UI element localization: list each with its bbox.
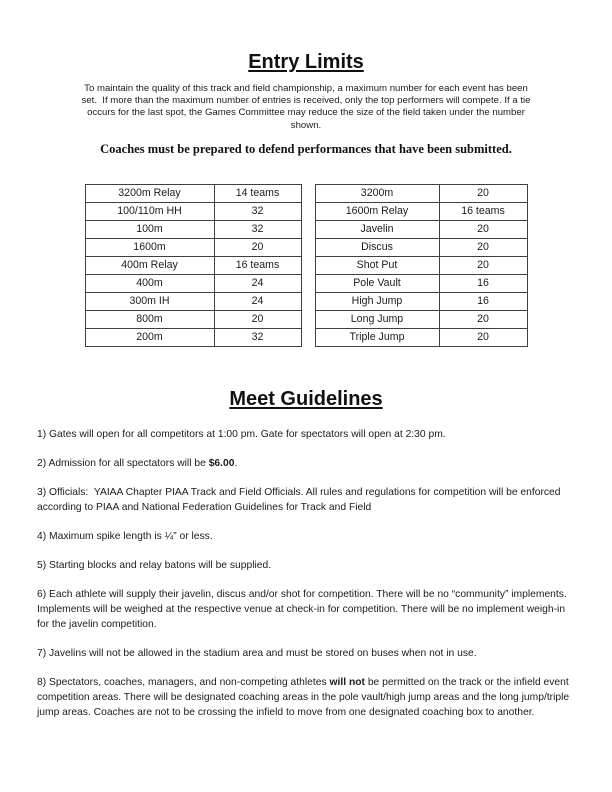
entry-limits-table-left xyxy=(85,184,302,347)
limit-cell: 20 xyxy=(439,220,527,238)
table-row xyxy=(315,274,527,292)
guideline-text: 2) Admission for all spectators will be xyxy=(37,457,209,469)
limit-cell: 20 xyxy=(214,310,301,328)
limit-cell: 32 xyxy=(214,220,301,238)
entry-limits-table-right xyxy=(315,184,528,347)
table-row xyxy=(85,202,301,220)
table-row xyxy=(85,238,301,256)
limit-cell: 32 xyxy=(214,328,301,346)
table-row xyxy=(85,292,301,310)
guideline-text: 6) Each athlete will supply their javelin, discus and/or shot for competition. There will be no “community” implements. Implements will be weighed at the respective venue at check-in for competition. There will be no implement weigh-in for the javelin competition. xyxy=(37,588,570,630)
limit-cell: 20 xyxy=(439,256,527,274)
table-row xyxy=(315,292,527,310)
event-cell: 800m xyxy=(85,310,214,328)
guideline-item xyxy=(37,485,578,515)
event-cell: 300m IH xyxy=(85,292,214,310)
table-row xyxy=(85,328,301,346)
limit-cell: 20 xyxy=(439,328,527,346)
entry-limits-intro: To maintain the quality of this track and field championship, a maximum number for each event has been set. If more than the maximum number of entries is received, only the top performers will compete. If a tie occurs for the last spot, the Games Committee may reduce the size of the field taken under the number shown. xyxy=(81,83,534,131)
table-row xyxy=(85,274,301,292)
limit-cell: 16 teams xyxy=(439,202,527,220)
limit-cell: 20 xyxy=(439,310,527,328)
guideline-item xyxy=(37,646,578,661)
table-row xyxy=(85,310,301,328)
event-cell: 100/110m HH xyxy=(85,202,214,220)
guideline-text: 3) Officials: YAIAA Chapter PIAA Track and Field Officials. All rules and regulations for competition will be enforced according to PIAA and National Federation Guidelines for Track and Field xyxy=(37,486,564,513)
limit-cell: 20 xyxy=(439,238,527,256)
limit-cell: 24 xyxy=(214,274,301,292)
table-row xyxy=(85,256,301,274)
event-cell: 100m xyxy=(85,220,214,238)
limit-cell: 24 xyxy=(214,292,301,310)
table-row xyxy=(315,184,527,202)
guideline-text: 5) Starting blocks and relay batons will be supplied. xyxy=(37,559,272,571)
guideline-text: 8) Spectators, coaches, managers, and non-competing athletes xyxy=(37,676,330,688)
guideline-text: . xyxy=(234,457,238,469)
table-row xyxy=(85,184,301,202)
table-row xyxy=(85,220,301,238)
event-cell: High Jump xyxy=(315,292,439,310)
guideline-item xyxy=(37,529,578,544)
table-row xyxy=(315,202,527,220)
table-row xyxy=(315,310,527,328)
event-cell: 3200m xyxy=(315,184,439,202)
limit-cell: 16 xyxy=(439,292,527,310)
event-cell: 400m xyxy=(85,274,214,292)
event-cell: Pole Vault xyxy=(315,274,439,292)
event-cell: 3200m Relay xyxy=(85,184,214,202)
table-row xyxy=(315,238,527,256)
meet-guidelines-list xyxy=(37,427,578,720)
guideline-text: be permitted on the track or the infield event competition areas. There will be designated coaching areas in the pole vault/high jump areas and the long jump/triple jump areas. Coaches are not to be crossing the infield to move from one designated coaching box to another. xyxy=(37,676,573,718)
meet-guidelines-title: Meet Guidelines xyxy=(229,387,383,410)
guideline-item xyxy=(37,587,578,632)
coaches-note: Coaches must be prepared to defend performances that have been submitted. xyxy=(100,141,512,156)
event-cell: Long Jump xyxy=(315,310,439,328)
event-cell: 1600m Relay xyxy=(315,202,439,220)
limit-cell: 20 xyxy=(214,238,301,256)
event-cell: 400m Relay xyxy=(85,256,214,274)
guideline-bold-text: will not xyxy=(329,676,365,688)
entry-limits-tables xyxy=(0,184,612,347)
table-row xyxy=(315,256,527,274)
event-cell: 1600m xyxy=(85,238,214,256)
limit-cell: 14 teams xyxy=(214,184,301,202)
limit-cell: 32 xyxy=(214,202,301,220)
guideline-item xyxy=(37,558,578,573)
guideline-bold-text: $6.00 xyxy=(208,457,235,469)
table-row xyxy=(315,328,527,346)
guideline-text: 4) Maximum spike length is ¼” or less. xyxy=(37,530,213,542)
event-cell: 200m xyxy=(85,328,214,346)
guideline-item xyxy=(37,675,578,720)
guideline-text: 7) Javelins will not be allowed in the stadium area and must be stored on buses when not in use. xyxy=(37,647,477,659)
event-cell: Shot Put xyxy=(315,256,439,274)
event-cell: Discus xyxy=(315,238,439,256)
limit-cell: 16 xyxy=(439,274,527,292)
table-row xyxy=(315,220,527,238)
guideline-text: 1) Gates will open for all competitors at 1:00 pm. Gate for spectators will open at 2:30 pm. xyxy=(37,428,446,440)
guideline-item xyxy=(37,456,578,471)
guideline-item xyxy=(37,427,578,442)
limit-cell: 16 teams xyxy=(214,256,301,274)
event-cell: Triple Jump xyxy=(315,328,439,346)
limit-cell: 20 xyxy=(439,184,527,202)
event-cell: Javelin xyxy=(315,220,439,238)
entry-limits-title: Entry Limits xyxy=(248,51,364,73)
